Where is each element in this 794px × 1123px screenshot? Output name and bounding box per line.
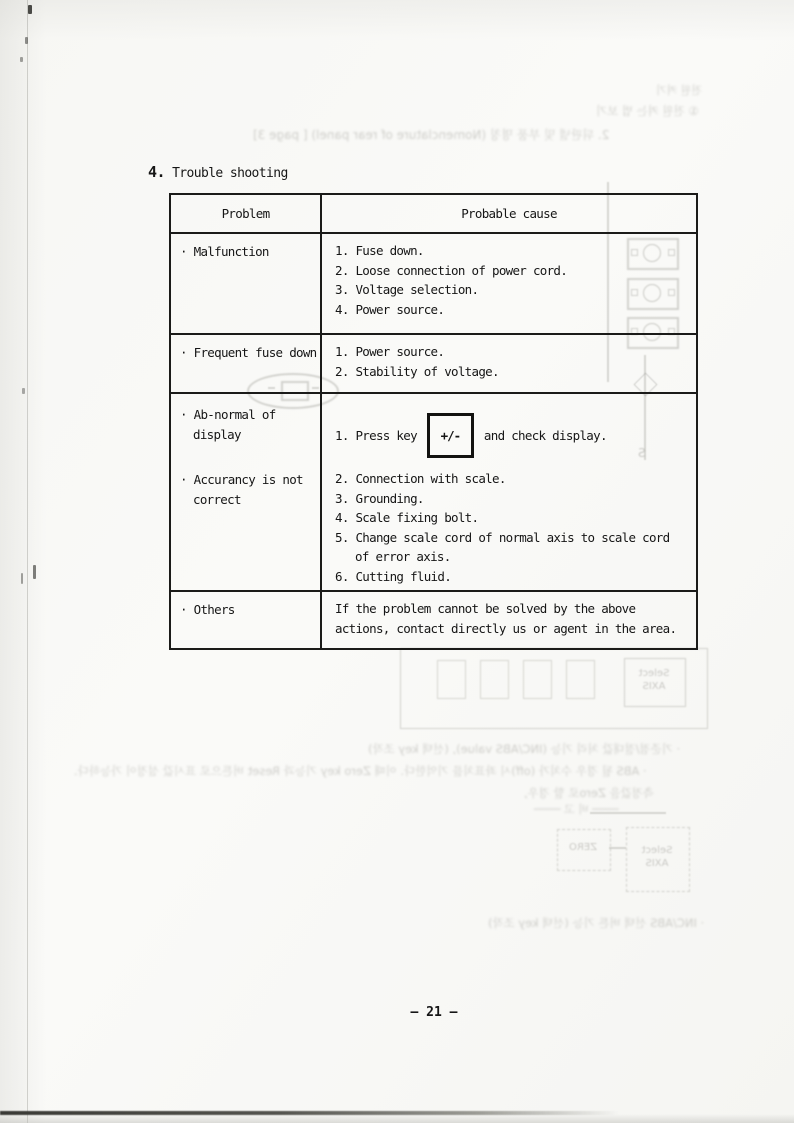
header-problem-cell — [171, 195, 322, 232]
cause-text: 1. Fuse down. — [335, 243, 424, 258]
cause-text: 4. Power source. — [335, 301, 445, 317]
cause-text: If the problem cannot be solved by the above — [335, 601, 636, 616]
scan-speck — [28, 5, 32, 14]
ghost-connector-line — [609, 847, 626, 849]
ghost-text-line: 전원 켜기 — [656, 84, 703, 97]
ghost-select-axis-box — [624, 658, 686, 707]
header-cause-cell — [322, 195, 696, 232]
scan-binding-line — [27, 0, 28, 1123]
problem-text: · Malfunction — [180, 244, 269, 259]
cause-cell — [322, 335, 696, 392]
header-problem-label: Problem — [221, 205, 270, 221]
cause-text: 6. Cutting fluid. — [335, 568, 452, 584]
cause-text: 1. Power source. — [335, 344, 445, 359]
ghost-key — [480, 660, 509, 699]
scan-speck — [22, 388, 25, 394]
ghost-keypad-frame — [400, 648, 708, 729]
ghost-key — [523, 660, 552, 699]
table-row-others — [171, 590, 696, 648]
cause-text: 5. Change scale cord of normal axis to scale cord — [335, 529, 670, 545]
ghost-select-axis-label2: Select AXIS — [641, 845, 673, 869]
ghost-mark — [590, 812, 666, 814]
problem-cell — [171, 394, 322, 590]
problem-text: display — [193, 426, 241, 442]
troubleshooting-table — [169, 193, 698, 650]
cause-cell — [322, 592, 696, 648]
ghost-key — [566, 660, 595, 699]
table-header-row — [171, 195, 696, 232]
cause-text: 3. Grounding. — [335, 490, 424, 506]
cause-text: 1. Press key — [335, 427, 417, 443]
ghost-text-line: · 기준점/절대값 처리 기능 (INC/ABS value), (선택 key 조작) — [368, 742, 681, 756]
problem-cell — [171, 335, 322, 392]
section-heading — [148, 163, 288, 181]
ghost-select-axis-label: Select AXIS — [638, 668, 670, 692]
ghost-zero-label: ZERO — [569, 842, 597, 853]
cause-cell — [322, 234, 696, 333]
header-cause-label: Probable cause — [461, 205, 557, 221]
cause-text: actions, contact directly us or agent in the area. — [335, 620, 677, 636]
problem-text: · Accurancy is not — [180, 472, 303, 488]
cause-text: 3. Voltage selection. — [335, 282, 479, 298]
problem-text: · Frequent fuse down — [180, 345, 317, 360]
problem-text: · Ab-normal of — [180, 407, 276, 422]
ghost-text-line: 측정값을 Zero로 할 경우, — [524, 786, 654, 800]
problem-cell — [171, 234, 322, 333]
page-number: — 21 — — [410, 1005, 458, 1020]
cause-cell — [322, 394, 696, 590]
problem-text: · Others — [180, 602, 235, 617]
plus-minus-key: +/- — [427, 413, 474, 458]
ghost-text-line: 2. 뒤판넬 및 부품 명칭 (Nomenclature of rear panel) [ page 3] — [253, 128, 610, 142]
section-title: Trouble shooting — [172, 166, 288, 181]
press-key-instruction — [335, 413, 694, 458]
table-row-malfunction — [171, 232, 696, 333]
ghost-text-line: · INC/ABS 선택 버튼 기능 (선택 key 조작) — [488, 916, 705, 930]
ghost-key — [437, 660, 466, 699]
scan-speck — [21, 573, 23, 584]
cause-text: and check display. — [483, 427, 607, 443]
cause-text: 2. Stability of voltage. — [335, 363, 499, 379]
scan-speck — [20, 57, 23, 62]
problem-text: correct — [193, 491, 241, 507]
section-number: 4. — [148, 163, 166, 181]
cause-text: 2. Loose connection of power cord. — [335, 262, 568, 278]
table-row-display-accuracy — [171, 392, 696, 590]
cause-text: 2. Connection with scale. — [335, 471, 506, 486]
cause-text: of error axis. — [355, 549, 451, 565]
scan-bottom-shadow — [0, 1114, 794, 1123]
problem-cell — [171, 592, 322, 648]
scan-speck — [25, 37, 28, 44]
ghost-text-line: ──── 비 고 ──── — [534, 803, 619, 816]
scan-speck — [33, 565, 36, 579]
ghost-letter-s: S — [638, 446, 646, 460]
ghost-select-axis-box2 — [626, 827, 690, 892]
ghost-zero-box — [557, 829, 611, 871]
table-row-fuse-down — [171, 333, 696, 392]
ghost-text-line: ① 전원 켜는 법 보기 — [596, 104, 699, 118]
ghost-text-line: · ABS 될 경우 수치가 (off)시 좌표치를 기억한다. 이때 Zero key 기능과 Reset 버튼으로 표시값 설정이 가능하다. — [74, 764, 647, 778]
cause-text: 4. Scale fixing bolt. — [335, 510, 479, 526]
